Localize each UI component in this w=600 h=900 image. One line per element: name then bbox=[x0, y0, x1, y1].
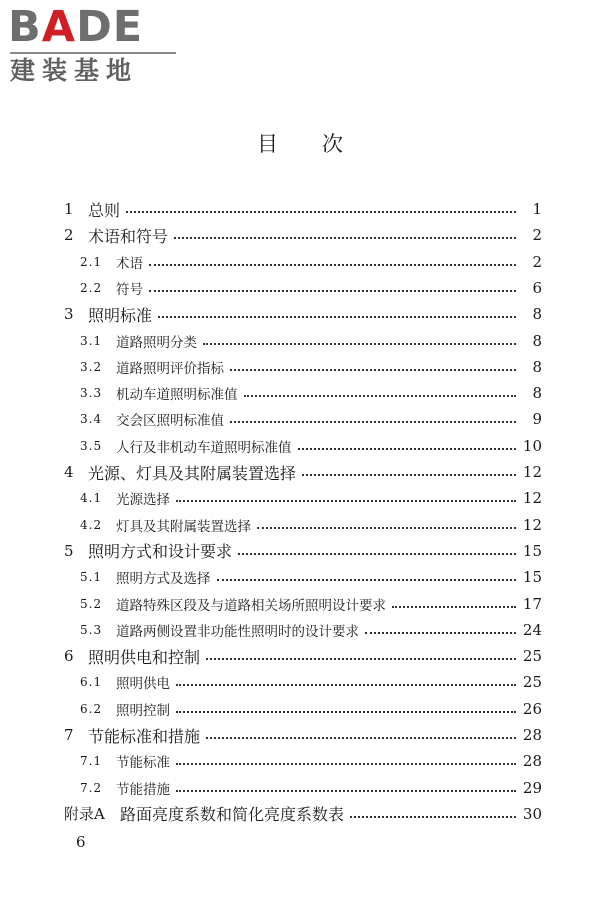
toc-entry bbox=[0, 222, 600, 248]
toc-entry-page: 12 bbox=[522, 515, 542, 534]
toc-entry-page: 12 bbox=[522, 463, 542, 481]
toc-entry-page: 2 bbox=[532, 226, 542, 245]
toc-entry bbox=[0, 380, 600, 406]
toc-entry-page: 24 bbox=[522, 620, 542, 639]
toc-dot-leader bbox=[203, 343, 516, 345]
toc-dot-leader bbox=[230, 421, 516, 423]
toc-entry bbox=[0, 406, 600, 432]
toc-entry-page: 28 bbox=[522, 726, 542, 744]
bade-logo bbox=[8, 4, 178, 86]
toc-entry-page: 26 bbox=[522, 699, 542, 718]
toc-entry bbox=[0, 249, 600, 275]
toc-entry-label: 照明供电 bbox=[116, 676, 170, 693]
toc-entry-page: 15 bbox=[522, 568, 542, 587]
logo-wordmark: BADE bbox=[8, 2, 144, 52]
toc-entry bbox=[0, 643, 600, 669]
toc-entry-number: 2.1 bbox=[80, 254, 103, 269]
toc-entry-page: 15 bbox=[522, 541, 542, 560]
toc-entry bbox=[0, 328, 600, 354]
toc-entry-page: 17 bbox=[522, 594, 542, 613]
toc-entry-label: 照明控制 bbox=[116, 702, 170, 719]
toc-entry-page: 8 bbox=[532, 331, 542, 350]
toc-entry-label: 节能措施 bbox=[116, 781, 170, 798]
logo-subtitle: 建装基地 bbox=[10, 56, 139, 85]
toc-entry-number: 6.1 bbox=[80, 675, 103, 690]
toc-entry-label: 人行及非机动车道照明标准值 bbox=[116, 439, 292, 456]
toc-entry-number: 3.4 bbox=[80, 412, 103, 427]
toc-dot-leader bbox=[244, 395, 517, 397]
toc-entry-page: 1 bbox=[532, 200, 542, 218]
toc-dot-leader bbox=[302, 474, 516, 476]
toc-entry-page: 12 bbox=[522, 489, 542, 508]
toc-entry-label: 光源选择 bbox=[116, 492, 170, 509]
toc-entry bbox=[0, 617, 600, 643]
toc-entry-number: 5 bbox=[64, 541, 74, 560]
toc-entry-page: 28 bbox=[522, 752, 542, 771]
toc-entry-label: 路面亮度系数和简化亮度系数表 bbox=[120, 805, 345, 825]
toc-entry-number: 5.2 bbox=[80, 596, 103, 611]
toc-entry-number: 6.2 bbox=[80, 701, 103, 716]
toc-entry-number: 2 bbox=[64, 226, 74, 245]
toc-entry bbox=[0, 459, 600, 485]
toc-dot-leader bbox=[230, 369, 516, 371]
toc-entry-label: 灯具及其附属装置选择 bbox=[116, 518, 251, 535]
toc-entry bbox=[0, 196, 600, 222]
toc-entry-label: 照明方式和设计要求 bbox=[88, 542, 233, 562]
toc-entry-page: 29 bbox=[522, 778, 542, 797]
toc-entry-page: 10 bbox=[522, 436, 542, 455]
toc-dot-leader bbox=[257, 527, 516, 529]
page-title: 目次 bbox=[257, 132, 387, 156]
toc-entry bbox=[0, 538, 600, 564]
toc-dot-leader bbox=[126, 211, 516, 213]
toc-entry-number: 2.2 bbox=[80, 280, 103, 295]
toc-entry bbox=[0, 512, 600, 538]
toc-entry-label: 照明供电和控制 bbox=[88, 647, 201, 667]
toc-dot-leader bbox=[174, 237, 516, 239]
toc-entry-number: 3.3 bbox=[80, 386, 103, 401]
toc-dot-leader bbox=[176, 500, 516, 502]
toc-entry bbox=[0, 485, 600, 511]
toc-entry-label: 机动车道照明标准值 bbox=[116, 387, 238, 404]
toc-entry-number: 1 bbox=[64, 200, 74, 218]
toc-entry-number: 6 bbox=[64, 647, 74, 666]
toc-entry-number: 5.1 bbox=[80, 570, 103, 585]
toc-entry-number: 7.2 bbox=[80, 780, 103, 795]
toc-entry-page: 8 bbox=[532, 357, 542, 376]
toc-dot-leader bbox=[149, 290, 516, 292]
toc-entry-number: 4 bbox=[64, 463, 74, 481]
toc-entry bbox=[0, 564, 600, 590]
toc-dot-leader bbox=[176, 711, 516, 713]
toc-entry-page: 25 bbox=[522, 647, 542, 666]
toc-entry-label: 交会区照明标准值 bbox=[116, 413, 224, 430]
toc-entry bbox=[0, 801, 600, 827]
toc-entry-number: 7 bbox=[64, 726, 74, 744]
toc-entry-label: 道路特殊区段及与道路相关场所照明设计要求 bbox=[116, 597, 386, 614]
toc-entry bbox=[0, 748, 600, 774]
toc-entry-page: 8 bbox=[532, 384, 542, 403]
toc-entry bbox=[0, 433, 600, 459]
toc-dot-leader bbox=[298, 448, 517, 450]
toc-entry-number: 附录A bbox=[64, 805, 105, 824]
toc-entry-label: 节能标准和措施 bbox=[88, 726, 201, 746]
toc-entry-label: 节能标准 bbox=[116, 755, 170, 772]
toc-entry-number: 3.2 bbox=[80, 359, 103, 374]
toc-entry-label: 总则 bbox=[88, 200, 121, 220]
toc-entry-label: 光源、灯具及其附属装置选择 bbox=[88, 463, 297, 483]
toc-dot-leader bbox=[176, 684, 516, 686]
toc-entry-label: 符号 bbox=[116, 281, 143, 298]
toc-entry bbox=[0, 275, 600, 301]
toc-dot-leader bbox=[176, 790, 516, 792]
toc-dot-leader bbox=[158, 316, 516, 318]
toc-entry-number: 3.1 bbox=[80, 333, 103, 348]
toc-entry-label: 术语和符号 bbox=[88, 226, 169, 246]
logo-accent-letter: A bbox=[41, 2, 77, 52]
toc-entry-label: 道路照明评价指标 bbox=[116, 360, 224, 377]
toc-entry bbox=[0, 696, 600, 722]
toc-dot-leader bbox=[206, 737, 516, 739]
toc-entry bbox=[0, 669, 600, 695]
toc-entry-label: 道路照明分类 bbox=[116, 334, 197, 351]
toc-dot-leader bbox=[392, 606, 516, 608]
toc-entry-page: 6 bbox=[532, 278, 542, 297]
toc-entry bbox=[0, 775, 600, 801]
toc-entry-label: 术语 bbox=[116, 255, 143, 272]
toc-entry-page: 8 bbox=[532, 305, 542, 324]
toc-entry-page: 30 bbox=[522, 804, 542, 823]
toc-dot-leader bbox=[149, 264, 516, 266]
toc-entry-number: 4.2 bbox=[80, 517, 103, 532]
logo-divider bbox=[10, 52, 176, 54]
toc-entry-label: 道路两侧设置非功能性照明时的设计要求 bbox=[116, 623, 359, 640]
toc-entry bbox=[0, 722, 600, 748]
toc-dot-leader bbox=[206, 658, 516, 660]
toc-dot-leader bbox=[217, 579, 517, 581]
toc-dot-leader bbox=[350, 816, 516, 818]
toc-entry bbox=[0, 301, 600, 327]
toc-entry-page: 2 bbox=[532, 252, 542, 271]
toc-entry-label: 照明方式及选择 bbox=[116, 571, 211, 588]
toc-entry-number: 7.1 bbox=[80, 754, 103, 769]
toc-dot-leader bbox=[176, 763, 516, 765]
toc-entry-page: 9 bbox=[532, 410, 542, 429]
toc-entry-number: 3.5 bbox=[80, 438, 103, 453]
toc-entry-label: 照明标准 bbox=[88, 305, 153, 325]
toc-entry bbox=[0, 354, 600, 380]
toc-entry bbox=[0, 591, 600, 617]
toc-entry-page: 25 bbox=[522, 673, 542, 692]
toc-entry-number: 3 bbox=[64, 305, 74, 324]
toc-entry-number: 5.3 bbox=[80, 622, 103, 637]
toc-entry-number: 4.1 bbox=[80, 491, 103, 506]
toc-dot-leader bbox=[238, 553, 516, 555]
toc-dot-leader bbox=[365, 632, 516, 634]
footer-page-number: 6 bbox=[76, 833, 86, 851]
